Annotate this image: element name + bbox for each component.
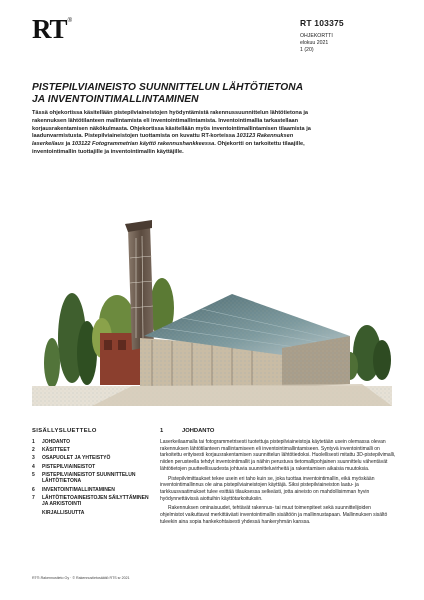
toc-label: LÄHTÖTIETOAINEISTOJEN SÄILYTTÄMINEN JA ARKISTOINTI: [42, 494, 149, 508]
toc-item[interactable]: [32, 510, 150, 517]
document-meta: [300, 18, 400, 54]
title-line-1: PISTEPILVIAINEISTO SUUNNITTELUN LÄHTÖTIETONA: [32, 82, 304, 93]
toc-heading: SISÄLLYSLUETTELO: [32, 428, 97, 434]
body-paragraph: Rakennuksen ominaisuudet, tehtävät rakennus- tai muut toimenpiteet sekä suunnittelijoiden ohjelmistot vaikuttavat merkittävästi inventointimallin sisältöön ja mallinnustapaan. Mallinnuksen sisältö tuleekin aina sopia hankekohtaisesti yhdessä hankeryhmän kanssa.: [160, 505, 388, 525]
bell-tower: [128, 224, 154, 350]
toc-number: [32, 510, 42, 517]
toc-label: PISTEPILVIAINEISTOT: [42, 463, 96, 470]
intro-paragraph: [32, 110, 314, 157]
toc-number: 7: [32, 494, 35, 501]
page-title: [32, 82, 372, 106]
body-paragraph: Pistepilvimittaukset tekee usein eri taho kuin se, joka tuottaa inventointimallin, eikä myöskään inventointimallinnus ole aina pistepilviaineistojen käyttäjä. Siksi pistepilviaineiston laatu- ja tarkkuusvaatimukset tulee esittää tilauksessa selkeästi, jotta aineisto on mahdollisimman hyvin hyödynnettävissä aiottuihin käyttötarkoituksiin.: [160, 475, 375, 502]
document-date: elokuu 2021: [300, 40, 329, 46]
point-cloud-building-image: [32, 188, 392, 406]
toc-item[interactable]: [32, 447, 150, 454]
section-title: JOHDANTO: [182, 428, 215, 434]
body-paragraph: Laserkeilaamalla tai fotogrammetrisesti tuotettuja pistepilviaineistoja käytetään usein olemassa olevan rakennuksen lähtötilanteen mallintamiseen eli inventointimallintamiseen. Syntyvä inventointimalli on tarkoitettu erityisesti korjausrakentamisen suunnittelun lähtötiedoksi. Huolellisesti mitattu 3D-pistepilvimalli, niiden perusteella tehdyt inventointimallit ja näihin perustuva tietomallipohjainen suunnittelu vähentävät lähtötietojen puutteellisuudesta johtuvia suunnitteluvirheitä ja rakentamisen aikaisia muutoksia.: [160, 439, 396, 472]
section-heading: [160, 428, 396, 434]
toc-number: 1: [32, 439, 35, 445]
toc-label: OSAPUOLET JA YHTEISTYÖ: [42, 455, 111, 462]
page-footer: RT®-Rakennustieto Oy · © Rakennustietosäätiö RTS sr 2021: [32, 576, 130, 580]
toc-number: 2: [32, 447, 35, 454]
toc-label: KIRJALLISUUTTA: [42, 509, 85, 516]
toc-label: KÄSITTEET: [42, 447, 70, 454]
intro-text-2: ja: [64, 141, 72, 148]
logo-text: RT: [32, 14, 67, 44]
toc-label: JOHDANTO: [42, 439, 70, 445]
section-number: 1: [160, 428, 164, 434]
toc-item[interactable]: [32, 455, 150, 462]
intro-reference-1: 103123 Rakennuksen laserkeilaus: [32, 133, 294, 148]
logo-registered-mark: ®: [67, 18, 72, 24]
toc-item[interactable]: [32, 464, 150, 471]
title-line-2: JA INVENTOINTIMALLINTAMINEN: [32, 94, 199, 105]
document-number: RT 103375: [300, 18, 344, 28]
toc-number: 4: [32, 463, 35, 470]
document-type: OHJEKORTTI: [300, 33, 333, 39]
intro-text-3: . Ohjekortti on tarkoitettu tilaajille, inventointimallin tuottajille ja inventointimallin käyttäjille.: [32, 141, 305, 155]
section-introduction: [160, 428, 396, 528]
toc-number: 3: [32, 455, 35, 462]
intro-reference-2: 103122 Fotogrammetrian käyttö rakennushankkeessa: [71, 141, 215, 148]
toc-item[interactable]: [32, 487, 150, 494]
intro-text-1: Tässä ohjekortissa käsitellään pistepilviaineistojen hyödyntämistä rakennussuunnittelun lähtötietona ja rakennuksen lähtötilanteen mallintamista eli inventointimallintamista. Inventointimallia tarkastellaan korjausrakentamisen näkökulmasta. Ohjekortissa käsitellään myös inventointimallintamisen tilaamista ja laadunvarmistusta. Pistepilviaineistojen tuottamista on kuvattu RT-korteissa: [32, 110, 311, 140]
table-of-contents: [32, 428, 150, 518]
toc-item[interactable]: [32, 472, 150, 485]
document-pages: 1 (20): [300, 47, 314, 53]
toc-label: PISTEPILVIAINEISTOT SUUNNITTELUN LÄHTÖTIETONA: [42, 471, 136, 485]
toc-item[interactable]: [32, 439, 150, 446]
toc-item[interactable]: [32, 495, 150, 508]
toc-number: 6: [32, 486, 35, 493]
toc-label: INVENTOINTIMALLINTAMINEN: [42, 486, 115, 493]
toc-number: 5: [32, 471, 35, 478]
rt-logo: [32, 16, 72, 43]
